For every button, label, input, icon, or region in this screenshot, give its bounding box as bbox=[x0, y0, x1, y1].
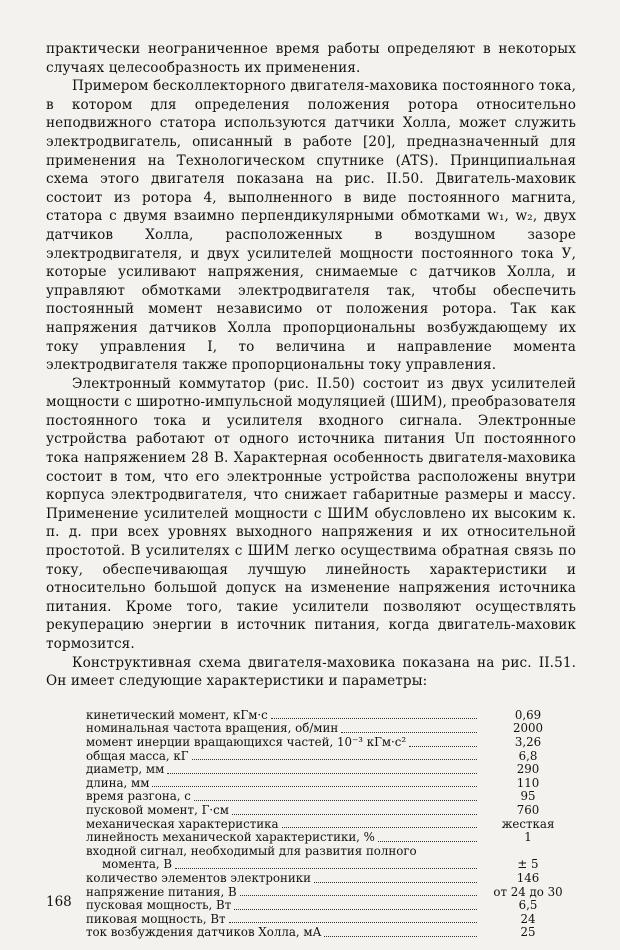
spec-label: напряжение питания, В bbox=[86, 884, 237, 899]
spec-label: момента, В bbox=[102, 857, 173, 872]
spec-value: от 24 до 30 bbox=[493, 884, 563, 899]
spec-value: 290 bbox=[516, 762, 540, 777]
paragraph-1: практически неограниченное время работы определяют в некоторых случаях целесообразность их применения. bbox=[46, 41, 576, 76]
spec-row bbox=[86, 818, 576, 832]
paragraph-2: Примером бесколлекторного двигателя-маховика постоянного тока, в котором для определения положения ротора относительно неподвижного статора используются датчики Холла, может служить электродвигатель, описанный в работе [20], предназначенный для применения на Технологическом спутнике (ATS). Принципиальная схема этого двигателя показана на рис. II.50. Двигатель-маховик состоит из ротора 4, выполненного в виде постоянного магнита, статора с двумя взаимно перпендикулярными обмотками w₁, w₂, двух датчиков Холла, расположенных в воздушном зазоре электродвигателя, и двух усилителей мощности постоянного тока У, которые усиливают напряжения, снимаемые с датчиков Холла, и управляют обмотками электродвигателя так, чтобы обеспечить постоянный момент независимо от положения ротора. Так как напряжения датчиков Холла пропорциональны возбуждающему их току управления I, то величина и направление момента электродвигателя также пропорциональны току управления. bbox=[46, 78, 576, 374]
leader-dots bbox=[234, 909, 477, 910]
spec-label: пусковой момент, Г·см bbox=[86, 802, 229, 817]
spec-row bbox=[86, 722, 576, 736]
spec-label: линейность механической характеристики, % bbox=[86, 830, 375, 845]
spec-row bbox=[86, 858, 576, 872]
spec-row bbox=[86, 926, 576, 940]
spec-row bbox=[86, 899, 576, 913]
leader-dots bbox=[271, 718, 477, 719]
spec-value: 6,5 bbox=[518, 898, 538, 913]
spec-label: механическая характеристика bbox=[86, 816, 279, 831]
spec-value: 1 bbox=[524, 830, 532, 845]
spec-row bbox=[86, 736, 576, 750]
spec-value: 6,8 bbox=[518, 748, 538, 763]
spec-label: ток возбуждения датчиков Холла, мА bbox=[86, 925, 322, 940]
paragraph-3: Электронный коммутатор (рис. II.50) состоит из двух усилителей мощности с широтно-импульсной модуляцией (ШИМ), преобразователя постоянного тока и усилителя входного сигнала. Электронные устройства работают от одного источника питания Uп постоянного тока напряжением 28 В. Характерная особенность двигателя-маховика состоит в том, что его электронные устройства расположены внутри корпуса электродвигателя, что снижает габаритные размеры и массу. Применение усилителей мощности с ШИМ обусловлено их высоким к. п. д. при всех уровнях выходного напряжения и их относительной простотой. В усилителях с ШИМ легко осуществима обратная связь по току, обеспечивающая лучшую линейность характеристики и относительно большой допуск на изменение напряжения источника питания. Кроме того, такие усилители позволяют осуществлять рекуперацию энергии в источник питания, когда двигатель-маховик тормозится. bbox=[46, 375, 576, 652]
spec-value: 24 bbox=[520, 911, 536, 926]
spec-label: кинетический момент, кГм·с bbox=[86, 707, 268, 722]
spec-row bbox=[86, 790, 576, 804]
leader-dots bbox=[341, 732, 477, 733]
leader-dots bbox=[152, 786, 477, 787]
leader-dots bbox=[324, 936, 477, 937]
spec-label: пусковая мощность, Вт bbox=[86, 898, 232, 913]
leader-dots bbox=[229, 922, 477, 923]
spec-label: общая масса, кГ bbox=[86, 748, 189, 763]
paragraph-4: Конструктивная схема двигателя-маховика показана на рис. II.51. Он имеет следующие характеристики и параметры: bbox=[46, 654, 576, 690]
leader-dots bbox=[282, 827, 477, 828]
spec-label: количество элементов электроники bbox=[86, 870, 311, 885]
leader-dots bbox=[409, 746, 477, 747]
spec-row bbox=[86, 804, 576, 818]
spec-label: пиковая мощность, Вт bbox=[86, 911, 226, 926]
leader-dots bbox=[314, 882, 477, 883]
leader-dots bbox=[232, 814, 477, 815]
spec-value: 95 bbox=[520, 789, 536, 804]
spec-value: 3,26 bbox=[514, 734, 542, 749]
spec-label: момент инерции вращающихся частей, 10⁻³ кГм·с² bbox=[86, 734, 407, 749]
spec-row bbox=[86, 763, 576, 777]
spec-row bbox=[86, 777, 576, 791]
leader-dots bbox=[240, 895, 477, 896]
spec-label: время разгона, с bbox=[86, 789, 191, 804]
spec-row bbox=[86, 913, 576, 927]
spec-value: 0,69 bbox=[514, 707, 542, 722]
spec-value: 2000 bbox=[512, 721, 544, 736]
spec-value: 110 bbox=[516, 775, 540, 790]
spec-row bbox=[86, 831, 576, 845]
leader-dots bbox=[378, 841, 477, 842]
spec-row bbox=[86, 886, 576, 900]
spec-value: 25 bbox=[520, 925, 536, 940]
leader-dots bbox=[194, 800, 477, 801]
spec-value: 760 bbox=[516, 802, 540, 817]
spec-row bbox=[86, 845, 576, 859]
spec-label: входной сигнал, необходимый для развития полного bbox=[86, 843, 417, 858]
spec-row bbox=[86, 750, 576, 764]
leader-dots bbox=[175, 868, 477, 869]
leader-dots bbox=[167, 773, 477, 774]
page-number: 168 bbox=[46, 894, 72, 910]
spec-label: номинальная частота вращения, об/мин bbox=[86, 721, 339, 736]
spec-row bbox=[86, 709, 576, 723]
spec-value: жесткая bbox=[501, 816, 555, 831]
spec-value: 146 bbox=[516, 870, 540, 885]
specs-list bbox=[86, 709, 576, 940]
spec-label: диаметр, мм bbox=[86, 762, 165, 777]
spec-value: ± 5 bbox=[517, 857, 539, 872]
spec-label: длина, мм bbox=[86, 775, 150, 790]
spec-row bbox=[86, 872, 576, 886]
leader-dots bbox=[192, 759, 477, 760]
page-body bbox=[46, 40, 576, 940]
